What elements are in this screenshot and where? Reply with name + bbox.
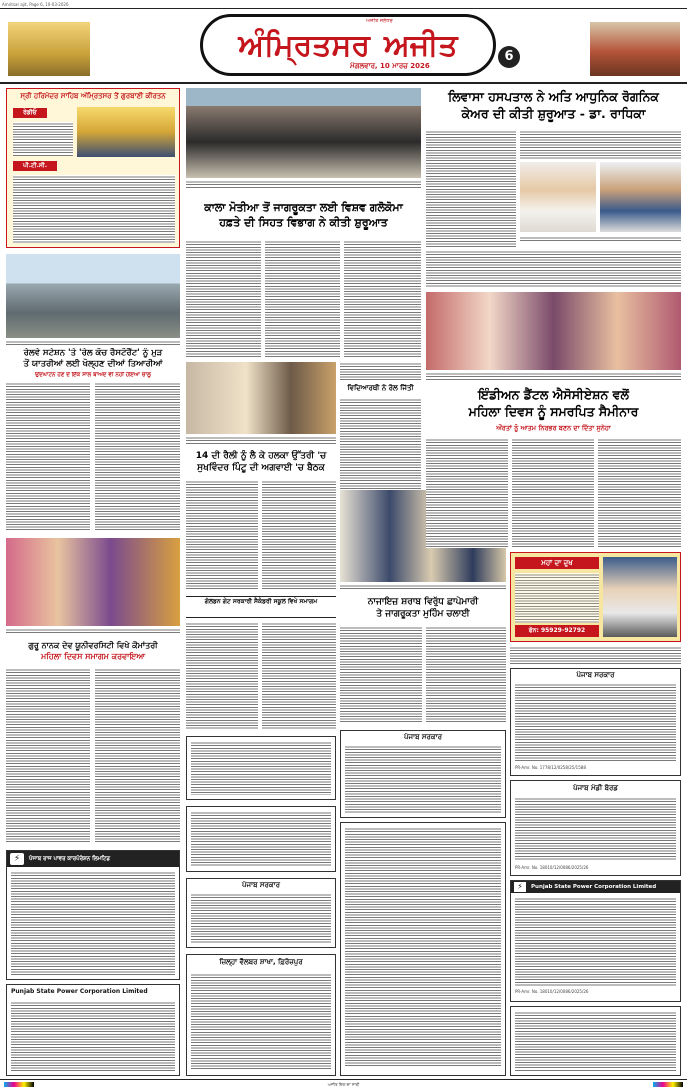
- pspcl-right-title: Punjab State Power Corporation Limited: [511, 881, 680, 893]
- dental-subhead: ਔਰਤਾਂ ਨੂੰ ਆਤਮ ਨਿਰਭਰ ਬਣਨ ਦਾ ਦਿੱਤਾ ਸੁਨੇਹਾ: [496, 424, 611, 432]
- dental-headline-line2: ਮਹਿਲਾ ਦਿਵਸ ਨੂੰ ਸਮਰਪਿਤ ਸੈਮੀਨਾਰ: [468, 404, 639, 419]
- masthead-tagline: ਅਜੀਤ ਜਲੰਧਰ: [366, 18, 393, 24]
- liquor-headline-line1: ਨਾਜਾਇਜ਼ ਸ਼ਰਾਬ ਵਿਰੁੱਧ ਛਾਪੇਮਾਰੀ: [367, 597, 479, 607]
- page-number: 6: [498, 46, 520, 68]
- liquor-headline: [340, 596, 506, 622]
- right-notice-ad: [510, 1006, 681, 1076]
- rally-headline-line1: ਕਾਲਾ ਮੋਤੀਆ ਤੋਂ ਜਾਗਰੂਕਤਾ ਲਈ ਵਿਸ਼ਵ ਗਲੋਕੋਮਾ: [204, 201, 403, 214]
- right-punjab-sarkar-title: ਪੰਜਾਬ ਸਰਕਾਰ: [576, 671, 615, 679]
- center-punjab-sarkar-title: ਪੰਜਾਬ ਸਰਕਾਰ: [241, 881, 280, 889]
- pspcl-ad-right: [510, 880, 681, 1002]
- doctor-2-photo: [600, 162, 681, 232]
- pspcl-ad-left-2: [6, 984, 180, 1076]
- dental-kicker: ਵਿਦਿਆਰਥੀ ਨੇ ਰੋਲ ਜਿੱਤੀ: [347, 384, 414, 392]
- rail-headline-line1: ਰੇਲਵੇ ਸਟੇਸ਼ਨ 'ਤੇ 'ਰੇਲ ਕੋਚ ਰੈਸਟੋਰੈਂਟ' ਨੂੰ ਮੁੜ: [23, 348, 163, 358]
- rally-headline-line2: ਹਫ਼ਤੇ ਦੀ ਸਿਹਤ ਵਿਭਾਗ ਨੇ ਕੀਤੀ ਸ਼ੁਰੂਆਤ: [219, 216, 388, 229]
- kirtan-headline: ਸ੍ਰੀ ਹਰਿਮੰਦਰ ਸਾਹਿਬ ਅੰਮ੍ਰਿਤਸਰ ਤੋਂ ਗੁਰਬਾਣੀ ਕੀਰਤਨ: [20, 92, 166, 100]
- zila-parishad-ad: [186, 954, 336, 1076]
- mandi-board-ad: [510, 780, 681, 876]
- meeting-headline-line2: ਸੁਖਵਿੰਦਰ ਪਿੰਟੂ ਦੀ ਅਗਵਾਈ 'ਚ ਬੈਠਕ: [197, 463, 325, 473]
- rail-headline-line2: ਤੋਂ ਯਾਤਰੀਆਂ ਲਈ ਖੋਲ੍ਹਣ ਦੀਆਂ ਤਿਆਰੀਆਂ: [23, 359, 163, 369]
- university-headline-line2: ਮਹਿਲਾ ਦਿਵਸ ਸਮਾਗਮ ਕਰਵਾਇਆ: [40, 652, 146, 661]
- meeting-headline: [186, 450, 336, 476]
- pr-number-1: PR-Amr. No. 1778/12/0258/25/1588: [515, 765, 586, 770]
- pspcl-english-title: Punjab State Power Corporation Limited: [11, 988, 148, 995]
- print-slug: Amritsar ajit, Page 6, 10-03-2026: [2, 2, 69, 7]
- kirtan-label: ਰੇਡੀਓ: [13, 108, 47, 118]
- rail-caption: [6, 340, 180, 346]
- pspcl-right-logo-icon: ⚡: [514, 882, 526, 892]
- baba-ad-title: ਮਹਾਂ ਦਾ ਦੁਖ: [515, 557, 599, 569]
- mandi-board-title: ਪੰਜਾਬ ਮੰਡੀ ਬੋਰਡ: [573, 784, 618, 792]
- baba-ad: [510, 552, 681, 642]
- glaucoma-rally-photo: [186, 88, 421, 178]
- center-ad-punjab-sarkar-2: [340, 730, 506, 818]
- masthead-date: ਮੰਗਲਵਾਰ, 10 ਮਾਰਚ 2026: [350, 62, 430, 70]
- harmandir-sahib-photo: [77, 107, 175, 157]
- rail-kicker: ਉਦਘਾਟਨ ਹੋਣ ਦੇ ਇੱਕ ਸਾਲ ਬਾਅਦ ਵੀ ਨਹੀਂ ਹੋਇਆ ਚਾਲੂ: [35, 372, 151, 378]
- center-ad-punjab-sarkar: [186, 878, 336, 948]
- kirtan-box: [6, 88, 180, 248]
- hospital-headline: [426, 88, 681, 124]
- women-day-photo: [6, 538, 180, 626]
- center-punjab-sarkar-2-title: ਪੰਜਾਬ ਸਰਕਾਰ: [403, 733, 442, 741]
- city-name: ਅੰਮ੍ਰਿਤਸਰ: [238, 27, 370, 63]
- university-headline: [6, 640, 180, 664]
- pr-number-3: PR-Amr. No. 18010/12/0086/2025/26: [515, 989, 589, 994]
- bottom-note: ਅਜੀਤ ਦਿਲ ਦਾ ਸਾਥੀ: [327, 1082, 360, 1087]
- meeting-headline-line1: 14 ਦੀ ਰੈਲੀ ਨੂੰ ਲੈ ਕੇ ਹਲਕਾ ਉੱਤਰੀ 'ਚ: [195, 451, 327, 461]
- baba-phone: ਫੋਨ: 95929-92792: [515, 625, 599, 637]
- golden-temple-image: [8, 22, 90, 76]
- pr-number-2: PR-Amr. No. 18010/12/0086/2025/26: [515, 865, 589, 870]
- kirtan-subhead: ਪੀ.ਟੀ.ਸੀ.: [13, 161, 57, 171]
- zila-parishad-title: ਜ਼ਿਲ੍ਹਾ ਵੈੱਲਬਰ ਸ਼ਾਖਾ, ਫ਼ਿਰੋਜ਼ਪੁਰ: [219, 958, 303, 966]
- dental-headline: [426, 386, 681, 422]
- pspcl-punjabi-title: ਪੰਜਾਬ ਰਾਜ ਪਾਵਰ ਕਾਰਪੋਰੇਸ਼ਨ ਲਿਮਟਿਡ: [7, 851, 179, 867]
- meeting-photo: [186, 362, 336, 434]
- rail-restaurant-photo: [6, 254, 180, 338]
- color-registration-strip: [4, 1081, 683, 1088]
- village-banner: ਗੋਲਡਨ ਗੇਟ ਸਰਕਾਰੀ ਸੈਕੰਡਰੀ ਸਕੂਲ ਵਿਖੇ ਸਮਾਗਮ: [186, 596, 336, 618]
- masthead: [0, 10, 687, 80]
- dental-seminar-photo: [426, 292, 681, 370]
- cmyk-bar-left: [4, 1082, 34, 1087]
- liquor-headline-line2: ਤੇ ਜਾਗਰੂਕਤਾ ਮੁਹਿੰਮ ਚਲਾਈ: [376, 609, 470, 619]
- jallianwala-bagh-image: [590, 22, 680, 76]
- pspcl-logo-icon: ⚡: [10, 853, 24, 865]
- cmyk-bar-right: [653, 1082, 683, 1087]
- university-headline-line1: ਗੁਰੂ ਨਾਨਕ ਦੇਵ ਯੂਨੀਵਰਸਿਟੀ ਵਿਖੇ ਕੌਮਾਂਤਰੀ: [28, 641, 158, 650]
- doctor-radhika-photo: [520, 162, 596, 232]
- rail-headline: [6, 348, 180, 370]
- rally-headline: [186, 200, 421, 230]
- dental-headline-line1: ਇੰਡੀਅਨ ਡੈਂਟਲ ਐਸੋਸੀਏਸ਼ਨ ਵਲੋਂ: [478, 387, 629, 402]
- paper-name: ਅਜੀਤ: [383, 27, 458, 63]
- center-ad-tender: [340, 822, 506, 1076]
- center-ad-1: [186, 736, 336, 800]
- baba-photo: [603, 557, 677, 637]
- right-punjab-sarkar-ad: [510, 668, 681, 776]
- pspcl-ad-left: [6, 850, 180, 980]
- hospital-headline-line1: ਲਿਵਾਸਾ ਹਸਪਤਾਲ ਨੇ ਅਤਿ ਆਧੁਨਿਕ ਰੋਗਨਿਕ: [448, 89, 659, 104]
- hospital-headline-line2: ਕੇਅਰ ਦੀ ਕੀਤੀ ਸ਼ੁਰੂਆਤ - ਡਾ. ਰਾਧਿਕਾ: [461, 106, 646, 121]
- center-ad-2: [186, 806, 336, 872]
